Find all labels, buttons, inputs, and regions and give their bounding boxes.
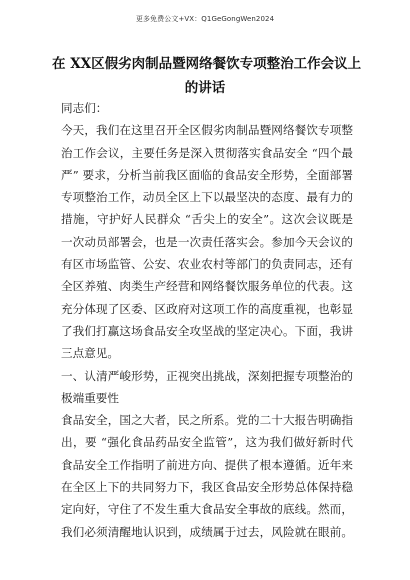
body-line: 有区市场监管、公安、农业农村等部门的负责同志，还有 [61,257,353,272]
header-note: 更多免费公文+VX：Q1GeGongWen2024 [135,15,275,23]
section-heading: 极端重要性 [61,390,119,405]
body-line: 严” 要求，分析当前我区面临的食品安全形势，全面部署 [61,167,353,182]
body-line: 食品安全工作指明了前进方向、提供了根本遵循。近年来 [61,457,353,472]
salutation: 同志们： [61,101,108,115]
document-body [61,97,353,543]
body-line: 定向好，守住了不发生重大食品安全事故的底线。然而， [61,502,353,517]
body-line: 一次动员部署会，也是一次责任落实会。参加今天会议的 [61,234,353,249]
title-line: 在 XX区假劣肉制品暨网络餐饮专项整治工作会议上 [52,56,362,72]
body-line: 了我们打赢这场食品安全攻坚战的坚定决心。下面，我讲 [61,323,353,338]
section-heading: 一、认清严峻形势，正视突出挑战，深刻把握专项整治的 [61,368,353,383]
title-line: 的讲话 [184,80,226,96]
body-line: 措施，守护好人民群众 “舌尖上的安全”。这次会议既是 [61,212,353,227]
body-line: 治工作会议，主要任务是深入贯彻落实食品安全 “四个最 [61,145,353,160]
body-line: 出，要 “强化食品药品安全监管”，这为我们做好新时代 [61,435,353,450]
body-line: 三点意见。 [61,346,119,361]
body-line: 今天，我们在这里召开全区假劣肉制品暨网络餐饮专项整 [61,123,353,138]
body-line: 专项整治工作，动员全区上下以最坚决的态度、最有力的 [61,190,353,205]
body-line: 全区养殖、肉类生产经营和网络餐饮服务单位的代表。这 [61,279,353,294]
body-line: 我们必须清醒地认识到，成绩属于过去，风险就在眼前。 [61,524,353,539]
body-line: 充分体现了区委、区政府对这项工作的高度重视，也彰显 [61,301,353,316]
body-line: 在全区上下的共同努力下，我区食品安全形势总体保持稳 [61,480,353,495]
body-line: 食品安全，国之大者，民之所系。党的二十大报告明确指 [61,413,353,428]
document-title [52,52,362,100]
